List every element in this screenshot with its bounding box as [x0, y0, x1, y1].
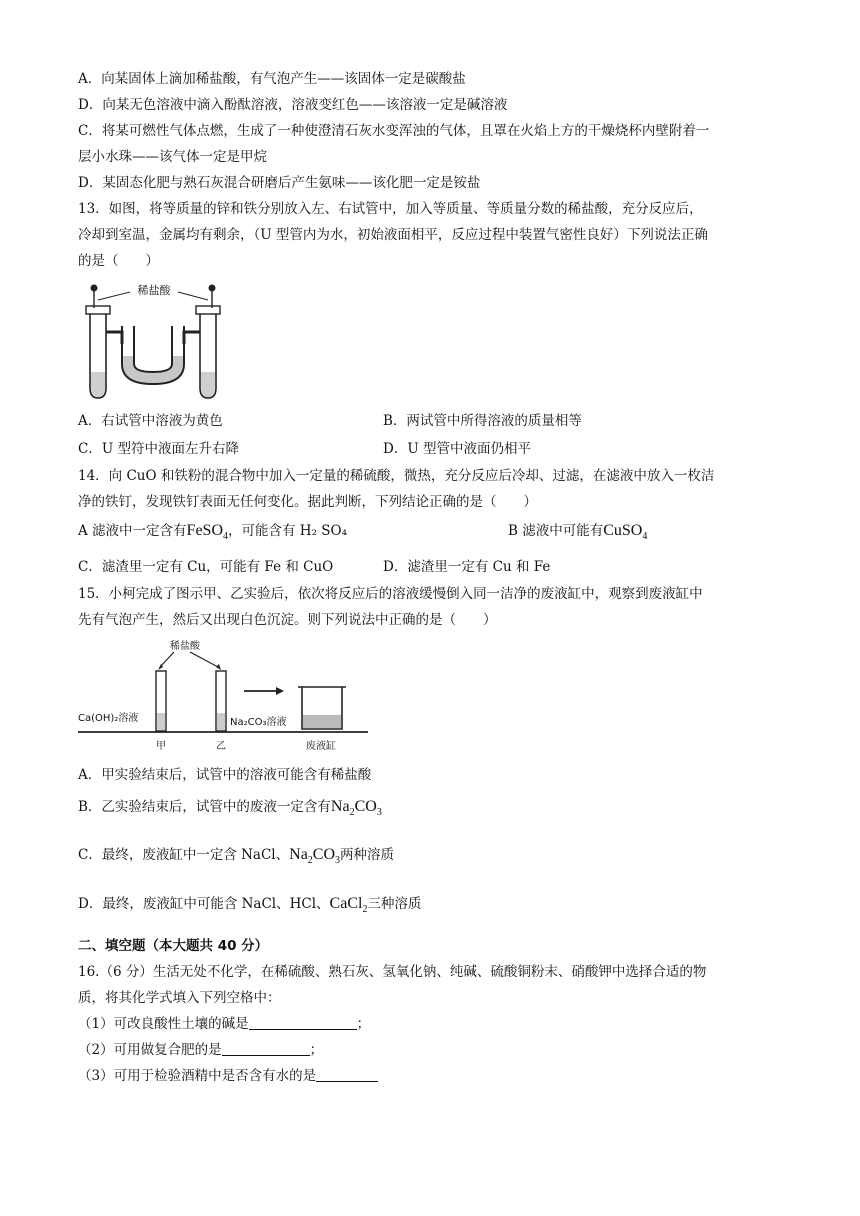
answer-blank-3[interactable]: [316, 1067, 378, 1082]
q15-option-c[interactable]: C．最终，废液缸中一定含 NaCl、$Na_2CO_3$两种溶质: [78, 846, 395, 867]
q13-stem-line1: 13．如图，将等质量的锌和铁分别放入左、右试管中，加入等质量、等质量分数的稀盐酸，充分反应后，: [78, 201, 703, 217]
formula-na2co3: $Na_2CO_3$: [330, 798, 382, 819]
fig-acid-label: 稀盐酸: [170, 641, 200, 653]
q12-option-a: A．向某固体上滴加稀盐酸，有气泡产生——该固体一定是碳酸盐: [78, 71, 466, 87]
fig-waste-label: 废液缸: [306, 741, 336, 753]
q16-stem-line2: 质，将其化学式填入下列空格中：: [78, 989, 281, 1006]
formula-feso4: FeSO$_4$: [186, 522, 228, 543]
u-tube-figure: [78, 280, 228, 404]
q13-stem-line2: 冷却到室温，金属均有剩余，（U 型管内为水，初始液面相平，反应过程中装置气密性良好）下列说法正确: [78, 227, 708, 243]
q13-option-a[interactable]: A．右试管中溶液为黄色: [78, 413, 223, 429]
formula-cacl2: CaCl$_2$: [329, 894, 368, 915]
q16-item-3: （3）可用于检验酒精中是否含有水的是: [78, 1063, 788, 1089]
q14-option-c[interactable]: C．滤渣里一定有 Cu，可能有 Fe 和 CuO: [78, 559, 334, 576]
q15-option-d[interactable]: D．最终，废液缸中可能含 NaCl、HCl、CaCl$_2$三种溶质: [78, 894, 422, 915]
q13-option-c[interactable]: C．U 型符中液面左升右降: [78, 441, 239, 457]
formula-cuso4: CuSO$_4$: [603, 522, 648, 543]
exam-page: [78, 66, 788, 1089]
fig-jia-label: 甲: [156, 741, 166, 753]
q15-option-a[interactable]: A．甲实验结束后，试管中的溶液可能含有稀盐酸: [78, 767, 372, 784]
fig-na2co3-label: Na₂CO₃溶液: [230, 717, 287, 729]
q16-item-1: （1）可改良酸性土壤的碱是 ；: [78, 1015, 371, 1032]
q15-option-b[interactable]: B．乙实验结束后，试管中的废液一定含有$Na_2CO_3$: [78, 798, 382, 819]
formula-na2co3: $Na_2CO_3$: [289, 846, 341, 867]
q16-stem-line1: 16.（6 分）生活无处不化学，在稀硫酸、熟石灰、氢氧化钠、纯碱、硫酸铜粉末、硝酸钾中选择合适的物: [78, 963, 707, 980]
fig-yi-label: 乙: [216, 741, 226, 753]
q12-option-c-line2: 层小水珠——该气体一定是甲烷: [78, 149, 267, 165]
fig-caoh-label: Ca(OH)₂溶液: [78, 713, 139, 725]
experiment-figure: [78, 637, 378, 757]
q15-stem-line2: 先有气泡产生，然后又出现白色沉淀。则下列说法中正确的是（ ）: [78, 612, 497, 629]
answer-blank-1[interactable]: [249, 1015, 357, 1030]
q13-option-d[interactable]: D．U 型管中液面仍相平: [383, 441, 531, 457]
q14-option-a[interactable]: A 滤液中一定含有FeSO$_4$，可能含有 H₂ SO₄: [78, 522, 347, 543]
q12-option-b: D．向某无色溶液中滴入酚酞溶液，溶液变红色——该溶液一定是碱溶液: [78, 97, 508, 113]
q12-option-c-line1: C．将某可燃性气体点燃，生成了一种使澄清石灰水变浑浊的气体，且罩在火焰上方的干燥烧杯内壁附着一: [78, 123, 710, 139]
q14-stem-line1: 14．向 CuO 和铁粉的混合物中加入一定量的稀硫酸，微热，充分反应后冷却、过滤，在滤液中放入一枚洁: [78, 468, 715, 484]
q12-option-d: D．某固态化肥与熟石灰混合研磨后产生氨味——该化肥一定是铵盐: [78, 175, 481, 191]
q13-option-b[interactable]: B．两试管中所得溶液的质量相等: [383, 413, 582, 429]
q15-stem-line1: 15．小柯完成了图示甲、乙实验后，依次将反应后的溶液缓慢倒入同一洁净的废液缸中，观察到废液缸中: [78, 586, 703, 603]
q14-stem-line2: 净的铁钉，发现铁钉表面无任何变化。据此判断，下列结论正确的是（ ）: [78, 494, 537, 510]
q14-option-d[interactable]: D．滤渣里一定有 Cu 和 Fe: [383, 559, 551, 576]
answer-blank-2[interactable]: [222, 1041, 310, 1056]
figure-label-acid: 稀盐酸: [137, 284, 171, 297]
q16-item-2: （2）可用做复合肥的是 ；: [78, 1041, 324, 1058]
q14-option-b[interactable]: B 滤液中可能有CuSO$_4$: [508, 522, 648, 543]
q13-stem-line3: 的是（ ）: [78, 253, 159, 269]
section-2-title: 二、填空题（本大题共 40 分）: [78, 937, 269, 954]
